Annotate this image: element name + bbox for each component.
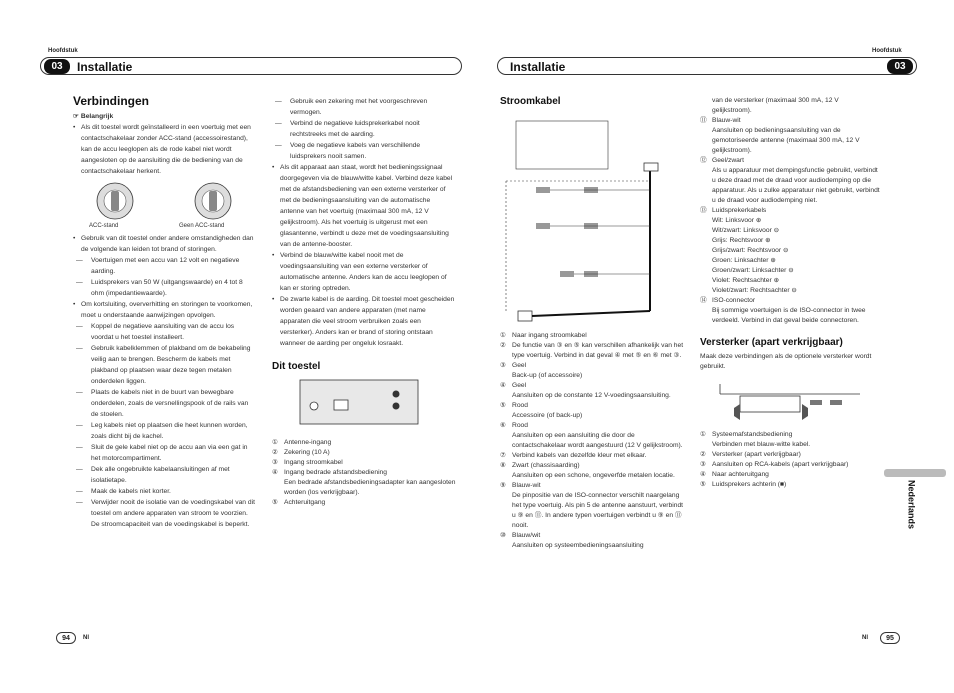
amp-item-1: ① Systeemafstandsbediening Verbinden met blauw-witte kabel. (700, 431, 811, 448)
amp-item-4: ④ Naar achteruitgang (700, 471, 769, 478)
bullet-item: • De zwarte kabel is de aarding. Dit toestel moet gescheiden worden geaard van andere apparaten (met name apparaten die veel stroom verbruiken zoals een versterker). Anders kan er brand of storing ontstaan wanneer de aarding per ongeluk losraakt. (272, 294, 456, 349)
chapter-label-left: Hoofdstuk (48, 48, 78, 54)
bullet-item: • Als dit apparaat aan staat, wordt het bedieningssignaal doorgegeven via de blauw/witte kabel. Verbind deze kabel met de afstandsbediening van een externe versterker of met de bedieningsaansluiting van de automatische antenne van het voertuig (maximaal 300 mA, 12 V gelijkstroom). Als het voertuig is uitgerust met een glasantenne, verbindt u deze met de voedingsaansluiting van de antenne-booster. (272, 162, 456, 250)
bullet-acc: • Als dit toestel wordt geïnstalleerd in een voertuig met een contactschakelaar zonder ACC-stand (accessoirestand), kan de accu leeglopen als de rode kabel niet wordt aangesloten op de aansluiting die de bediening van de contactschakelaar herkent. (73, 122, 257, 177)
amplifier-heading: Versterker (apart verkrijgbaar) (700, 337, 843, 348)
dash-item: — Maak de kabels niet korter. (73, 486, 257, 497)
amp-item-2: ② Versterker (apart verkrijgbaar) (700, 451, 801, 458)
amplifier-diagram (700, 376, 880, 426)
amplifier-intro: Maak deze verbindingen als de optionele versterker wordt gebruikt. (700, 353, 872, 370)
left-column (73, 96, 257, 530)
section-title-right: Installatie (510, 60, 566, 74)
page-number-left: 94 (56, 632, 76, 644)
power-item-8: ⑧ Zwart (chassisaarding) Aansluiten op een schone, ongeverfde metalen locatie. (500, 462, 675, 479)
amp-item-5: ⑤ Luidsprekers achterin (■) (700, 481, 787, 488)
bullet-item: • Verbind de blauw/witte kabel nooit met de voedingsaansluiting van een externe versterker of automatische antenne. Anders kan de accu leeglopen of kan er storing optreden. (272, 250, 456, 294)
unit-item-4: ④ Ingang bedrade afstandsbediening Een bedrade afstandsbedieningsadapter kan aangesloten worden (los verkrijgbaar). (272, 469, 456, 496)
page-number-right: 95 (880, 632, 900, 644)
power-item-5: ⑤ Rood Accessoire (of back-up) (500, 402, 583, 419)
power-item-13: ⑬ Luidsprekerkabels Wit: Linksvoor ⊕ Wit/zwart: Linksvoor ⊖ Grijs: Rechtsvoor ⊕ Grijs/zwart: Rechtsvoor ⊖ Groen: Linksachter ⊕ Groen/zwart: Linksachter ⊖ Violet: Rechtsachter ⊕ Violet/zwart: Rechtsachter ⊖ (700, 207, 798, 294)
connections-heading: Verbindingen (73, 94, 150, 108)
bullet-conditions: • Gebruik van dit toestel onder andere omstandigheden dan de volgende kan leiden tot brand of storingen. (73, 233, 257, 255)
unit-item-3: ③ Ingang stroomkabel (272, 459, 343, 466)
unit-rear-panel-illustration (272, 378, 456, 434)
middle-column (272, 96, 456, 508)
dash-item: — Gebruik kabelklemmen of plakband om de bekabeling veilig aan te brengen. Bescherm de kabels met plakband op plaatsen waar deze tegen metalen onderdelen liggen. (73, 343, 257, 387)
power-item-12: ⑫ Geel/zwart Als u apparatuur met dempingsfunctie gebruikt, verbindt u deze draad met de draad voor audiodemping op die apparatuur. Als u zulke apparatuur niet gebruikt, verbindt u de draad voor audiodemping niet. (700, 157, 880, 204)
dash-item: — Verwijder nooit de isolatie van de voedingskabel van dit toestel om andere apparaten van stroom te voorzien. De stroomcapaciteit van de voedingskabel is beperkt. (73, 497, 257, 530)
language-tab (884, 469, 946, 477)
dash-item: — Luidsprekers van 50 W (uitgangswaarde) en 4 tot 8 ohm (impedantiewaarde). (73, 277, 257, 299)
dash-item: — Dek alle ongebruikte kabelaansluitingen af met isolatietape. (73, 464, 257, 486)
dash-item: — Plaats de kabels niet in de buurt van bewegbare onderdelen, zoals de versnellingspook of de rails van de stoelen. (73, 387, 257, 420)
dash-item: — Voeg de negatieve kabels van verschillende luidsprekers nooit samen. (272, 140, 456, 162)
power-item-4: ④ Geel Aansluiten op de constante 12 V-voedingsaansluiting. (500, 382, 671, 399)
dash-item: — Leg kabels niet op plaatsen die heet kunnen worden, zoals dicht bij de kachel. (73, 420, 257, 442)
dash-item: — Koppel de negatieve aansluiting van de accu los voordat u het toestel installeert. (73, 321, 257, 343)
chapter-badge-left: 03 (44, 59, 70, 74)
power-item-3: ③ Geel Back-up (of accessoire) (500, 362, 583, 379)
dash-item: — Verbind de negatieve luidsprekerkabel nooit rechtstreeks met de aarding. (272, 118, 456, 140)
ignition-figures (73, 177, 257, 233)
bullet-shortcircuit: • Om kortsluiting, oververhitting en storingen te voorkomen, moet u onderstaande aanwijzingen opvolgen. (73, 299, 257, 321)
amp-item-3: ③ Aansluiten op RCA-kabels (apart verkrijgbaar) (700, 461, 849, 468)
dash-item: — Sluit de gele kabel niet op de accu aan via een gat in het motorcompartiment. (73, 442, 257, 464)
lang-code-right: Nl (862, 635, 868, 641)
unit-item-5: ⑤ Achteruitgang (272, 499, 326, 506)
language-label: Nederlands (906, 480, 917, 530)
dash-item: — Gebruik een zekering met het voorgeschreven vermogen. (272, 96, 456, 118)
power-cable-heading: Stroomkabel (500, 96, 561, 107)
dash-item: — Voertuigen met een accu van 12 volt en negatieve aarding. (73, 255, 257, 277)
power-column (500, 96, 685, 551)
important-note: ☞ Belangrijk (73, 113, 114, 120)
lang-code-left: Nl (83, 635, 89, 641)
unit-heading: Dit toestel (272, 361, 321, 372)
power-item-14: ⑭ ISO-connector Bij sommige voertuigen is de ISO-connector in twee verdeeld. Verbind in dat geval beide connectoren. (700, 297, 866, 324)
power-item-1: ① Naar ingang stroomkabel (500, 332, 587, 339)
chapter-label-right: Hoofdstuk (872, 48, 902, 54)
power-item-6: ⑥ Rood Aansluiten op een aansluiting die door de contactschakelaar wordt aangestuurd (12 V gelijkstroom). (500, 422, 683, 449)
unit-item-1: ① Antenne-ingang (272, 439, 332, 446)
continued-text: van de versterker (maximaal 300 mA, 12 V gelijkstroom). (712, 97, 839, 114)
power-item-11: ⑪ Blauw-wit Aansluiten op bedieningsaansluiting van de gemotoriseerde antenne (maximaal 300 mA, 12 V gelijkstroom). (700, 117, 860, 154)
power-item-7: ⑦ Verbind kabels van dezelfde kleur met elkaar. (500, 452, 647, 459)
acc-label: ACC-stand (89, 223, 119, 229)
section-title-left: Installatie (77, 60, 133, 74)
power-cable-diagram (500, 111, 685, 325)
hand-icon: ☞ (73, 113, 81, 120)
chapter-badge-right: 03 (887, 59, 913, 74)
power-item-2: ② De functie van ③ en ⑤ kan verschillen afhankelijk van het type voertuig. Verbind in dat geval ④ met ⑤ en ⑥ met ③. (500, 342, 684, 359)
unit-item-2: ② Zekering (10 A) (272, 449, 330, 456)
power-item-9: ⑨ Blauw-wit De pinpositie van de ISO-connector verschilt naargelang het type voertuig. Als pin 5 de antenne aanstuurt, verbindt u ⑨ en ⑪. In andere typen voertuigen verbindt u ⑨ en ⑪ nooit. (500, 482, 684, 529)
right-column (700, 96, 880, 490)
no-acc-label: Geen ACC-stand (179, 223, 225, 229)
power-item-10: ⑩ Blauw/wit Aansluiten op systeembedieningsaansluiting (500, 532, 644, 549)
